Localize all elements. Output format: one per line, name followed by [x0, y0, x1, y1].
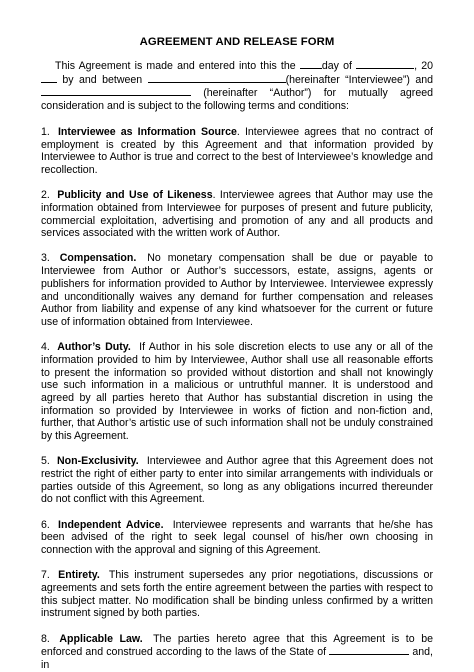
document-title: AGREEMENT AND RELEASE FORM: [139, 36, 335, 48]
intro-text-5: (hereinafter “Interviewee”) and: [285, 73, 433, 86]
intro-text-1: This Agreement is made and entered into this the: [55, 60, 300, 72]
section-text: No monetary compensation shall be due or payable to Interviewee from Author or Author’s successors, estate, assigns, agents or publishers for information provided to Author by Interviewee. Interviewee expressly and unconditionally waives any demand for further compensation and releases Author from liability and expense of any kind whatsoever for the current or future use of information obtained from Interviewee.: [41, 252, 433, 328]
section-text: Interviewee represents and warrants that he/she has been advised of the right to seek legal counsel of his/her own choosing in connection with the approval and signing of this Agreement.: [41, 518, 433, 556]
section-text: If Author in his sole discretion elects to use any or all of the information provided to him by Interviewee, Author shall use all reasonable efforts to present the information so provided without distortion and shall not knowingly use such information in a malicious or untruthful manner. It is understood and agreed by all parties hereto that Author has substantial discretion in using the information so provided by Interviewee in works of fiction and non-fiction and, further, that Author’s artistic use of such information shall not be unduly constrained by this Agreement.: [41, 341, 433, 443]
section-heading: Applicable Law.: [59, 632, 143, 645]
section-text: This instrument supersedes any prior negotiations, discussions or agreements and sets forth the entire agreement between the parties with respect to this subject matter. No modification shall be binding unless confirmed by a written instrument signed by both parties.: [41, 569, 433, 620]
section-5: [41, 455, 433, 506]
day-blank[interactable]: [300, 59, 322, 69]
intro-paragraph: [41, 59, 433, 113]
section-heading: Entirety.: [58, 569, 100, 582]
section-number: 7.: [41, 569, 50, 582]
month-blank[interactable]: [356, 59, 414, 69]
section-heading: Non-Exclusivity.: [57, 455, 139, 468]
section-2: [41, 189, 433, 240]
section-heading: Interviewee as Information Source: [57, 125, 237, 138]
section-heading: Compensation.: [59, 252, 137, 265]
section-number: 4.: [41, 341, 50, 354]
section-heading: Publicity and Use of Likeness: [57, 189, 213, 202]
section-text: . Interviewee agrees that Author may use the information obtained from Interviewee for purposes of present and future publicity, commercial exploitation, advertising and promotion of any and all products and services associated with the written work of Author.: [41, 189, 433, 240]
section-6: [41, 519, 433, 557]
section-number: 6.: [41, 518, 50, 531]
section-text-tail: and, in: [41, 646, 433, 671]
section-heading: Independent Advice.: [58, 518, 164, 531]
section-4: [41, 341, 433, 443]
intro-text-4: by and between: [57, 73, 148, 86]
section-text: The parties hereto agree that this Agreement is to be enforced and construed according to the laws of the State of: [41, 632, 433, 659]
section-number: 8.: [41, 632, 50, 645]
intro-text-3: , 20: [414, 60, 433, 72]
section-7: [41, 569, 433, 620]
intro-text-6: (hereinafter “Author”) for mutually agreed consideration and is subject to the following terms and conditions:: [41, 87, 433, 113]
interviewee-name-blank[interactable]: [148, 73, 286, 83]
state-blank[interactable]: [329, 645, 409, 655]
intro-text-2: day of: [321, 60, 357, 72]
section-number: 1.: [41, 125, 50, 138]
section-text: Interviewee and Author agree that this Agreement does not restrict the right of either party to enter into similar arrangements with individuals or parties outside of this Agreement, so long as any obligations incurred thereunder do not conflict with this Agreement.: [41, 455, 433, 506]
section-text: . Interviewee agrees that no contract of employment is created by this Agreement and that information provided by Interviewee to Author is true and correct to the best of Interviewee’s knowledge and recollection.: [41, 125, 433, 176]
year-blank[interactable]: [41, 73, 57, 83]
section-3: [41, 252, 433, 328]
author-name-blank[interactable]: [41, 86, 191, 96]
section-number: 2.: [41, 189, 50, 202]
section-number: 3.: [41, 252, 50, 265]
section-number: 5.: [41, 455, 50, 468]
section-1: [41, 126, 433, 177]
section-8: [41, 633, 433, 672]
section-heading: Author’s Duty.: [57, 341, 131, 354]
